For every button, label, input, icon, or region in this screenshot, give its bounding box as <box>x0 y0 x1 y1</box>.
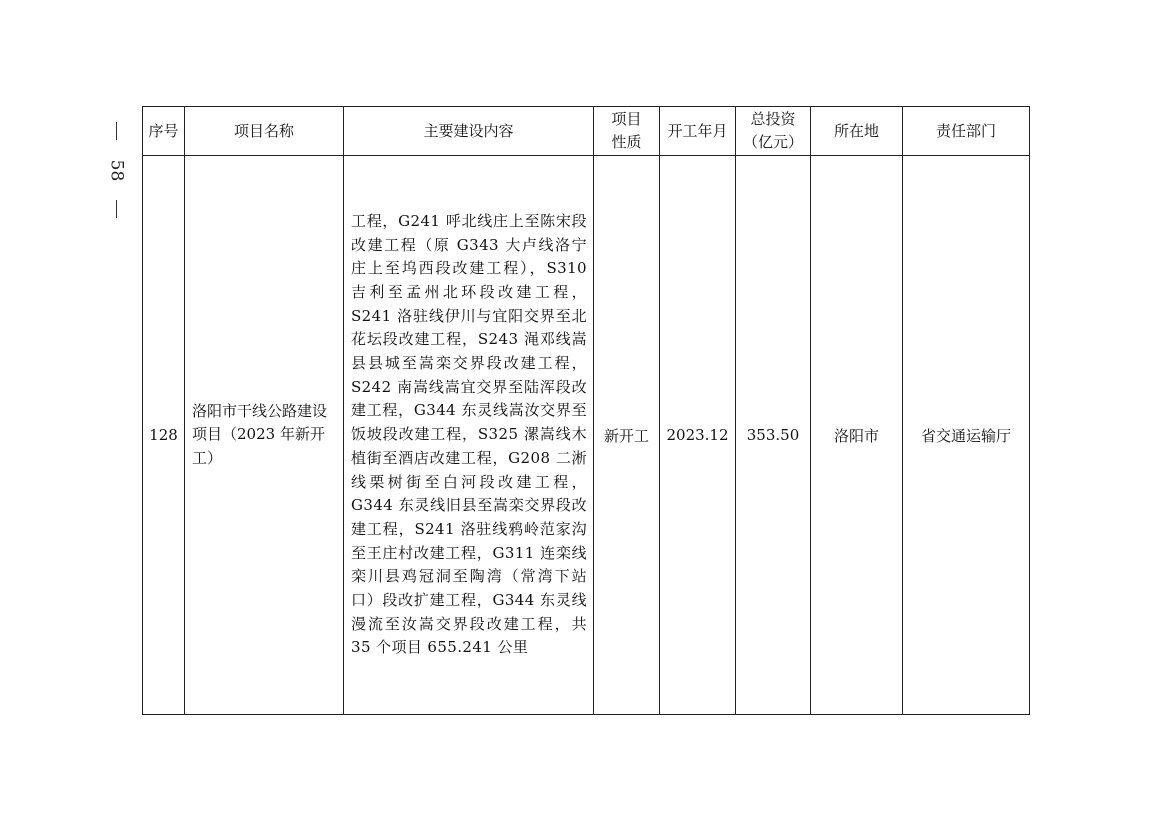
header-total-investment-line2: （亿元） <box>742 133 803 151</box>
header-responsible-department: 责任部门 <box>903 107 1030 156</box>
header-start-date: 开工年月 <box>660 107 736 156</box>
cell-project-name: 洛阳市干线公路建设项目（2023 年新开工） <box>185 156 344 715</box>
table-header-row <box>143 107 1030 156</box>
cell-responsible-department: 省交通运输厅 <box>903 156 1030 715</box>
table-row <box>143 156 1030 715</box>
header-main-content: 主要建设内容 <box>344 107 594 156</box>
cell-main-content <box>344 156 594 715</box>
header-total-investment-line1: 总投资 <box>750 110 796 128</box>
page-number-value: 58 <box>106 159 127 181</box>
header-project-nature-line2: 性质 <box>611 133 642 151</box>
header-total-investment <box>736 107 811 156</box>
project-table <box>142 106 1030 715</box>
page-number-dash-bottom <box>116 200 117 218</box>
cell-seq: 128 <box>143 156 185 715</box>
header-seq: 序号 <box>143 107 185 156</box>
header-project-name: 项目名称 <box>185 107 344 156</box>
cell-start-date: 2023.12 <box>660 156 736 715</box>
cell-main-content-text: 工程，G241 呼北线庄上至陈宋段改建工程（原 G343 大卢线洛宁庄上至坞西段改建工程），S310 吉利至孟州北环段改建工程，S241 洛驻线伊川与宜阳交界至北花坛段改建工程，S243 渑邓线嵩县县城至嵩栾交界段改建工程，S242 南嵩线嵩宜交界至陆浑段改建工程，G344 东灵线嵩汝交界至饭坡段改建工程，S325 漯嵩线木植街至酒店改建工程，G208 二淅线栗树街至白河段改建工程，G344 东灵线旧县至嵩栾交界段改建工程，S241 洛驻线鸦岭范家沟至王庄村改建工程，G311 连栾线栾川县鸡冠洞至陶湾（常湾下站口）段改扩建工程，G344 东灵线漫流至汝嵩交界段改建工程，共 35 个项目 655.241 公里 <box>351 211 587 657</box>
header-location: 所在地 <box>811 107 903 156</box>
header-project-nature-line1: 项目 <box>611 110 642 128</box>
page-number-dash-top <box>116 122 117 140</box>
cell-total-investment: 353.50 <box>736 156 811 715</box>
cell-location: 洛阳市 <box>811 156 903 715</box>
header-project-nature <box>594 107 660 156</box>
cell-project-nature: 新开工 <box>594 156 660 715</box>
page-number <box>98 122 134 218</box>
